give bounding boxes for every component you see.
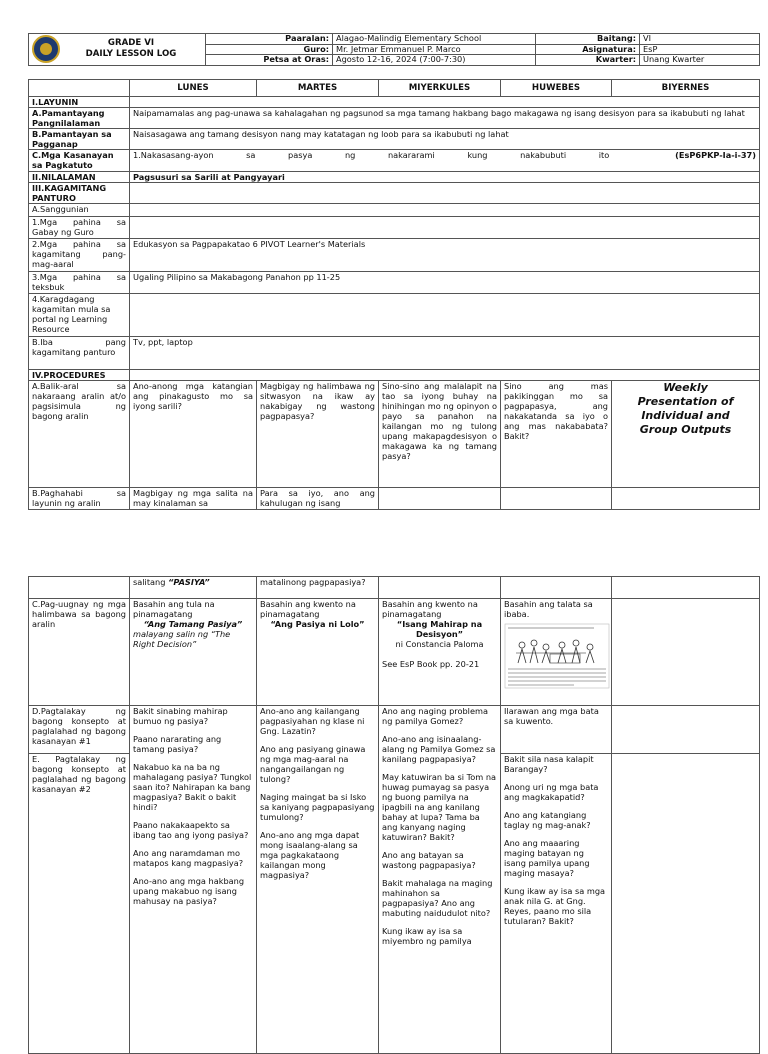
teksbuk-row	[29, 272, 760, 294]
school-seal-icon	[32, 35, 60, 63]
martes-question: Ano-ano ang kailangang pagpasiyahan ng klase ni Gng. Lazatin?	[260, 706, 365, 736]
asignatura-value: EsP	[640, 44, 760, 55]
miyerkules-question: Ano ang batayan sa wastong pagpapasiya?	[382, 850, 476, 870]
balik-aral-lunes: Ano-anong mga katangian ang pinakagusto mo sa iyong sarili?	[130, 381, 257, 488]
lunes-question: Paano nararating ang tamang pasiya?	[133, 734, 222, 754]
paghahabi-row	[29, 488, 760, 510]
guro-label: Guro:	[206, 44, 333, 55]
lunes-question: Ano-ano ang mga hakbang upang makabuo ng isang mahusay na pasiya?	[133, 876, 245, 906]
pagganap-text: Naisasagawa ang tamang desisyon nang may katatagan ng loob para sa ikabubuti ng lahat	[130, 129, 760, 150]
grade-title: GRADE VI	[107, 38, 155, 49]
day-miyerkules: MIYERKULES	[379, 80, 501, 97]
miyerkules-question: Ano-ano ang isinaalang-alang ng Pamilya Gomez sa kanilang pagpapasiya?	[382, 734, 496, 764]
header-table	[28, 33, 760, 66]
paghahabi-salitang: salitang	[133, 577, 166, 587]
kwarter-label: Kwarter:	[536, 55, 640, 66]
martes-question: Ano ang pasiyang ginawa ng mga mag-aaral na nangangailangan ng tulong?	[260, 744, 366, 784]
family-illustration-icon	[504, 623, 610, 689]
kwento-intro: Basahin ang kwento na pinamagatang	[260, 599, 356, 619]
huwebes-question: Bakit sila nasa kalapit Barangay?	[504, 754, 594, 774]
desisyon-ni: ni	[395, 639, 403, 649]
baitang-value: VI	[640, 34, 760, 45]
days-header-row	[29, 80, 760, 97]
paguugnay-huwebes	[501, 599, 612, 706]
pamantayang-label: A.Pamantayang Pangnilalaman	[29, 108, 130, 129]
header-title-cell	[29, 34, 206, 66]
teksbuk-text: Ugaling Pilipino sa Makabagong Panahon pp 11-25	[130, 272, 760, 294]
pagtalakay-huwebes	[501, 754, 612, 1054]
miyerkules-question: May katuwiran ba si Tom na huwag pumayag sa pasya ng buong pamilya na ipagbili na ang kanilang bahay at lupa? Tama ba ang kanyang naging katuwiran? Bakit?	[382, 772, 497, 842]
huwebes-question: Kung ikaw ay isa sa mga anak nila G. at Gng. Reyes, paano mo sila tutularan? Bakit?	[504, 886, 606, 926]
pasiya-word: “PASIYA”	[168, 577, 210, 587]
dll-title: DAILY LESSON LOG	[85, 49, 177, 60]
layunin-label: I.LAYUNIN	[29, 97, 130, 108]
day-lunes: LUNES	[130, 80, 257, 97]
gabay-label: 1.Mga pahina sa Gabay ng Guro	[29, 217, 130, 239]
pagtalakay-lunes	[130, 706, 257, 1054]
iba-text: Tv, ppt, laptop	[130, 337, 760, 370]
petsa-value: Agosto 12-16, 2024 (7:00-7:30)	[333, 55, 536, 66]
paghahabi-continued-row	[29, 577, 760, 599]
lunes-question: Nakabuo ka na ba ng mahalagang pasiya? Tungkol saan ito? Nahirapan ka bang magpasiya? Bakit o bakit hindi?	[133, 762, 252, 812]
pagtalakay-huwebes-top: Ilarawan ang mga bata sa kuwento.	[501, 706, 612, 754]
martes-question: Naging maingat ba si Isko sa kaniyang pagpapasiyang tumulong?	[260, 792, 375, 822]
kasanayan-label: C.Mga Kasanayan sa Pagkatuto	[29, 150, 130, 172]
pagtalakay-miyerkules	[379, 706, 501, 1054]
kwento-title: “Ang Pasiya ni Lolo”	[270, 619, 365, 629]
paguugnay-martes	[257, 599, 379, 706]
paghahabi-lunes-continued	[130, 577, 257, 599]
balik-aral-row	[29, 381, 760, 488]
paghahabi-lunes: Magbigay ng mga salita na may kinalaman sa	[130, 488, 257, 510]
lesson-log-table	[28, 79, 760, 510]
paghahabi-martes-continued: matalinong pagpapasiya?	[257, 577, 379, 599]
kasanayan-code: (EsP6PKP-Ia-i-37)	[675, 150, 756, 160]
balik-aral-biyernes	[612, 381, 760, 488]
miyerkules-question: Bakit mahalaga na maging mahinahon sa pagpapasiya? Ano ang mabuting naidudulot nito?	[382, 878, 493, 918]
pagtalakay-martes	[257, 706, 379, 1054]
tula-title: “Ang Tamang Pasiya”	[143, 619, 243, 629]
tula-subtitle: malayang salin ng “The Right Decision”	[133, 629, 231, 649]
petsa-label: Petsa at Oras:	[206, 55, 333, 66]
balik-aral-label: A.Balik-aral sa nakaraang aralin at/o pagsisimula ng bagong aralin	[29, 381, 130, 488]
lunes-question: Ano ang naramdaman mo matapos kang magpasiya?	[133, 848, 244, 868]
miyerkules-question: Kung ikaw ay isa sa miyembro ng pamilya	[382, 926, 472, 946]
teksbuk-label: 3.Mga pahina sa teksbuk	[29, 272, 130, 294]
layunin-row	[29, 97, 760, 108]
kasanayan-text: 1.Nakasasang-ayon sa pasya ng nakararami kung nakabubuti ito	[133, 150, 610, 160]
kwarter-value: Unang Kwarter	[640, 55, 760, 66]
gabay-row	[29, 217, 760, 239]
paguugnay-miyerkules	[379, 599, 501, 706]
pagtalakay-row-1	[29, 706, 760, 754]
asignatura-label: Asignatura:	[536, 44, 640, 55]
paaralan-value: Alagao-Malindig Elementary School	[333, 34, 536, 45]
day-biyernes: BIYERNES	[612, 80, 760, 97]
paghahabi-label: B.Paghahabi sa layunin ng aralin	[29, 488, 130, 510]
lesson-log-table-continued	[28, 576, 760, 1054]
day-huwebes: HUWEBES	[501, 80, 612, 97]
karagdagang-row	[29, 294, 760, 337]
lunes-question: Paano nakakaapekto sa ibang tao ang iyong pasiya?	[133, 820, 249, 840]
huwebes-question: Ano ang maaaring maging batayan ng isang pamilya upang maging masaya?	[504, 838, 590, 878]
huwebes-question: Anong uri ng mga bata ang magkakapatid?	[504, 782, 599, 802]
kagamitan-label: III.KAGAMITANG PANTURO	[29, 183, 130, 204]
iba-label: B.Iba pang kagamitang panturo	[29, 337, 130, 370]
pagtalakay-label-1: D.Pagtalakay ng bagong konsepto at paglalahad ng bagong kasanayan #1	[29, 706, 130, 754]
tula-intro: Basahin ang tula na pinamagatang	[133, 599, 215, 619]
kagamitan-row	[29, 183, 760, 204]
sanggunian-label: A.Sanggunian	[29, 204, 130, 217]
kasanayan-cell	[130, 150, 760, 172]
pagganap-label: B.Pamantayan sa Pagganap	[29, 129, 130, 150]
kagamitang-row	[29, 239, 760, 272]
pamantayang-row	[29, 108, 760, 129]
iba-row	[29, 337, 760, 370]
nilalaman-row	[29, 172, 760, 183]
guro-value: Mr. Jetmar Emmanuel P. Marco	[333, 44, 536, 55]
nilalaman-label: II.NILALAMAN	[29, 172, 130, 183]
desisyon-intro: Basahin ang kwento na pinamagatang	[382, 599, 478, 619]
pamantayang-text: Naipamamalas ang pag-unawa sa kahalagahan ng pagsunod sa mga tamang hakbang bago makagawa ng isang desisyon para sa ikabubuti ng lahat	[130, 108, 760, 129]
procedures-row	[29, 370, 760, 381]
balik-aral-martes: Magbigay ng halimbawa ng sitwasyon na ikaw ay nakabigay ng wastong pagpapasya?	[257, 381, 379, 488]
pagganap-row	[29, 129, 760, 150]
paguugnay-lunes	[130, 599, 257, 706]
martes-question: Ano-ano ang mga dapat mong isaalang-alang sa mga pagkakataong kailangan mong magpasiya?	[260, 830, 360, 880]
pagtalakay-label-2: E. Pagtalakay ng bagong konsepto at paglalahad ng bagong kasanayan #2	[29, 754, 130, 1054]
paghahabi-martes: Para sa iyo, ano ang kahulugan ng isang	[257, 488, 379, 510]
balik-aral-huwebes: Sino ang mas pakikinggan mo sa pagpapasya, ang nakakatanda sa iyo o ang mas nakababata? Bakit?	[501, 381, 612, 488]
paguugnay-row	[29, 599, 760, 706]
karagdagang-label: 4.Karagdagang kagamitan mula sa portal ng Learning Resource	[29, 294, 130, 337]
talata-intro: Basahin ang talata sa ibaba.	[504, 599, 593, 619]
nilalaman-text: Pagsusuri sa Sarili at Pangyayari	[130, 172, 760, 183]
baitang-label: Baitang:	[536, 34, 640, 45]
kagamitang-text: Edukasyon sa Pagpapakatao 6 PIVOT Learner's Materials	[130, 239, 760, 272]
desisyon-author: Constancia Paloma	[405, 639, 484, 649]
weekly-presentation-text: Weekly Presentation of Individual and Group Outputs	[637, 381, 734, 436]
kasanayan-row	[29, 150, 760, 172]
day-martes: MARTES	[257, 80, 379, 97]
huwebes-question: Ano ang katangiang taglay ng mag-anak?	[504, 810, 591, 830]
esp-book-reference: See EsP Book pp. 20-21	[382, 659, 480, 669]
desisyon-title: “Isang Mahirap na Desisyon”	[396, 619, 483, 639]
sanggunian-row	[29, 204, 760, 217]
lunes-question: Bakit sinabing mahirap bumuo ng pasiya?	[133, 706, 228, 726]
kagamitang-label: 2.Mga pahina sa kagamitang pang-mag-aaral	[29, 239, 130, 272]
paaralan-label: Paaralan:	[206, 34, 333, 45]
paguugnay-label: C.Pag-uugnay ng mga halimbawa sa bagong aralin	[29, 599, 130, 706]
balik-aral-miyerkules: Sino-sino ang malalapit na tao sa iyong buhay na hinihingan mo ng opinyon o payo sa panahon na kailangan mo ng tulong upang makapagdesisyon o makagawa ka ng tamang pasya?	[379, 381, 501, 488]
miyerkules-question: Ano ang naging problema ng pamilya Gomez?	[382, 706, 488, 726]
procedures-label: IV.PROCEDURES	[29, 370, 130, 381]
